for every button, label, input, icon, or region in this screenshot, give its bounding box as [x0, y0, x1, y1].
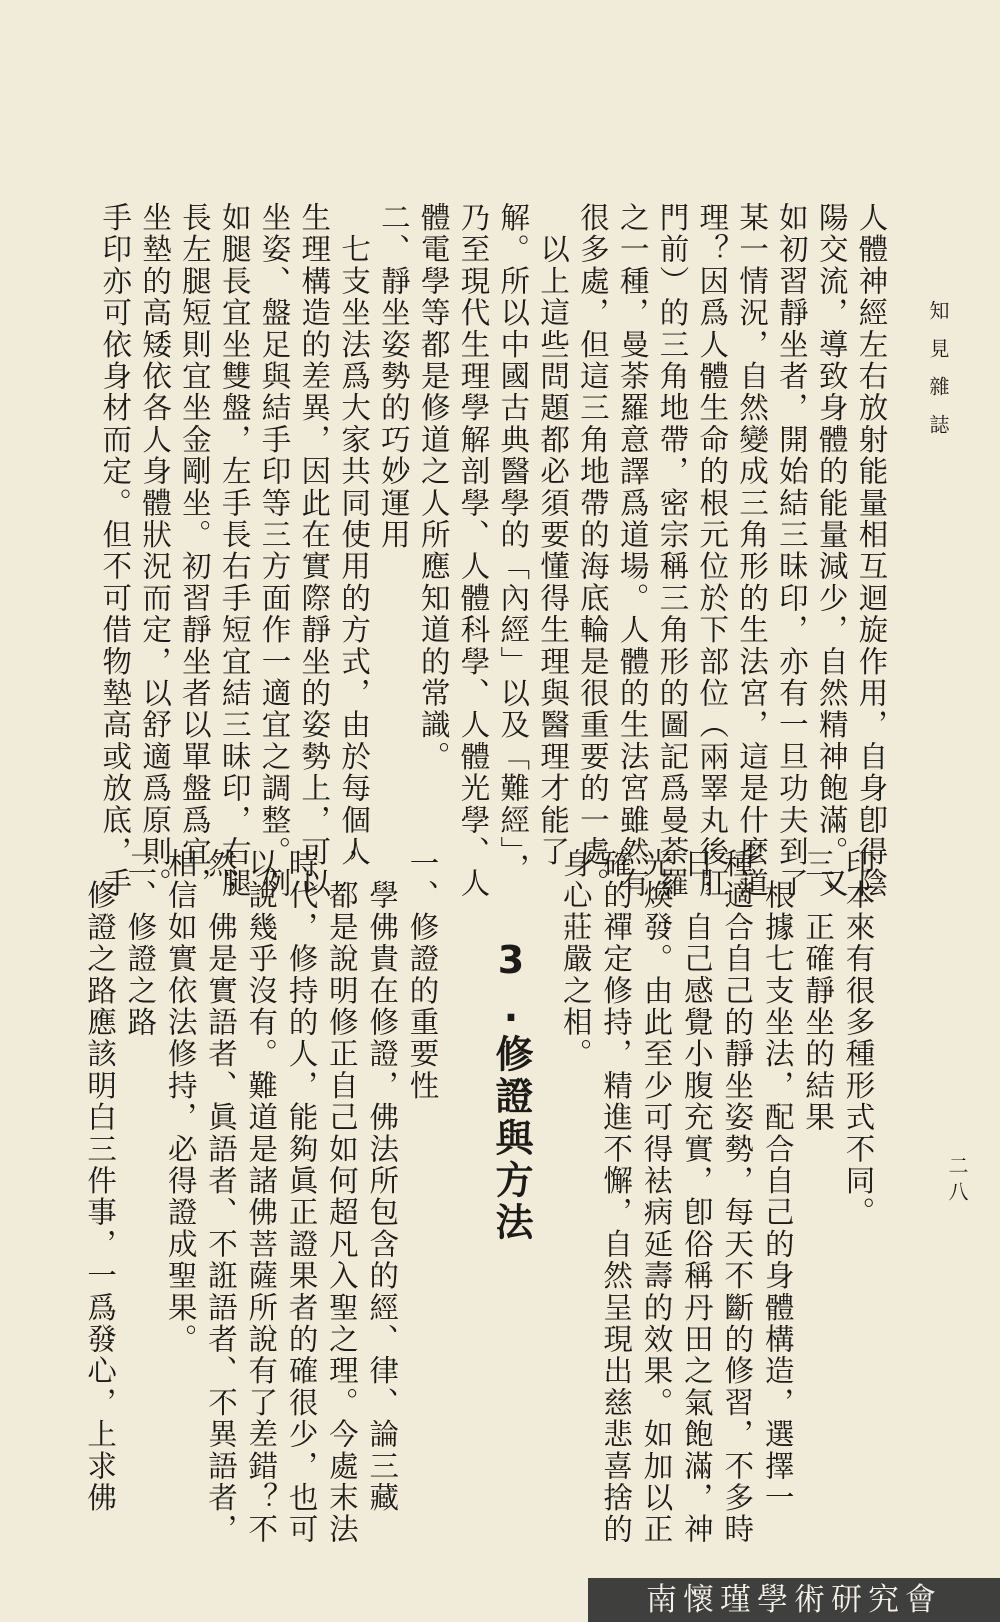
- text-column: 然，佛是實語者、眞語者、不誑語者、不異語者，: [204, 848, 238, 1546]
- text-column: 解。所以中國古典醫學的「內經」以及「難經」，: [496, 202, 531, 885]
- text-column: 時代，修持的人，能夠眞正證果者的確很少，也可: [284, 848, 319, 1546]
- text-column: 如腿長宜坐雙盤，左手長右手短宜結三昧印，右腿: [217, 202, 252, 900]
- text-column: 種適合自己的靜坐姿勢，每天不斷的修習，不多時: [720, 848, 755, 1546]
- text-column: 坐墊的高矮依各人身體狀況而定，以舒適爲原則。: [138, 202, 173, 900]
- journal-title: 知見雜誌: [926, 300, 950, 452]
- text-column: 七支坐法爲大家共同使用的方式，由於每個人: [337, 202, 372, 868]
- text-column: 如初習靜坐者，開始結三昧印，亦有一旦功夫到了: [774, 202, 809, 900]
- text-column: 修證之路應該明白三件事，一爲發心，上求佛: [83, 848, 118, 1514]
- text-column: 以說幾乎沒有。難道是諸佛菩薩所說有了差錯？不: [244, 848, 279, 1546]
- text-column: 長左腿短則宜坐金剛坐。初習靜坐者以單盤爲宜，: [177, 202, 212, 900]
- text-column: 坐姿、盤足與結手印等三方面作一適宜之調整。例: [257, 202, 292, 900]
- text-column: 學佛貴在修證，佛法所包含的經、律、論三藏: [365, 848, 400, 1514]
- text-column: 乃至現代生理學解剖學、人體科學、人體光學、人: [456, 202, 491, 900]
- text-column: 門前）的三角地帶，密宗稱三角形的圖記爲曼荼羅: [655, 202, 690, 900]
- text-column: 光煥發。由此至少可得袪病延壽的效果。如加以正: [639, 848, 674, 1546]
- text-column: 生理構造的差異，因此在實際靜坐的姿勢上，可以: [297, 202, 332, 900]
- watermark-stamp: 南懷瑾學術研究會: [588, 1578, 1000, 1622]
- text-column: 體電學等都是修道之人所應知道的常識。: [416, 202, 451, 773]
- text-column: 三、正確靜坐的結果: [801, 848, 836, 1134]
- page-number: 二八: [945, 1155, 969, 1207]
- text-column: 身心莊嚴之相。: [558, 848, 593, 1070]
- text-column: 手印亦可依身材而定。但不可借物墊高或放底，手: [98, 202, 133, 900]
- text-column: 二、修證之路: [123, 848, 158, 1039]
- text-column: 確的禪定修持，精進不懈，自然呈現出慈悲喜捨的: [599, 848, 634, 1546]
- section-title: 3.修證與方法: [489, 938, 533, 1244]
- text-column: 很多處，但這三角地帶的海底輪是很重要的一處。: [575, 202, 610, 900]
- text-column: 一、修證的重要性: [405, 848, 440, 1102]
- text-column: 二、靜坐姿勢的巧妙運用: [376, 202, 411, 551]
- text-column: 相信如實依法修持，必得證成聖果。: [163, 848, 198, 1356]
- text-column: 陽交流，導致身體的能量減少，自然精神飽滿。又: [814, 202, 849, 900]
- text-column: 人體神經左右放射能量相互迴旋作用，自身卽得陰: [854, 202, 889, 900]
- text-column: 某一情況，自然變成三角形的生法宮，這是什麼道: [735, 202, 770, 900]
- text-column: 日，自己感覺小腹充實，卽俗稱丹田之氣飽滿，神: [679, 848, 714, 1546]
- text-column: 以上這些問題都必須要懂得生理與醫理才能了: [536, 202, 571, 868]
- text-column: 之一種，曼荼羅意譯爲道場。人體的生法宮雖然有: [615, 202, 650, 900]
- text-column: 理？因爲人體生命的根元位於下部位（兩睪丸後肛: [695, 202, 730, 900]
- text-column: ，都是說明修正自己如何超凡入聖之理。今處末法: [324, 848, 359, 1546]
- text-column: 印本來有很多種形式不同。: [841, 848, 876, 1229]
- text-column: 根據七支坐法，配合自己的身體構造，選擇一: [760, 848, 795, 1514]
